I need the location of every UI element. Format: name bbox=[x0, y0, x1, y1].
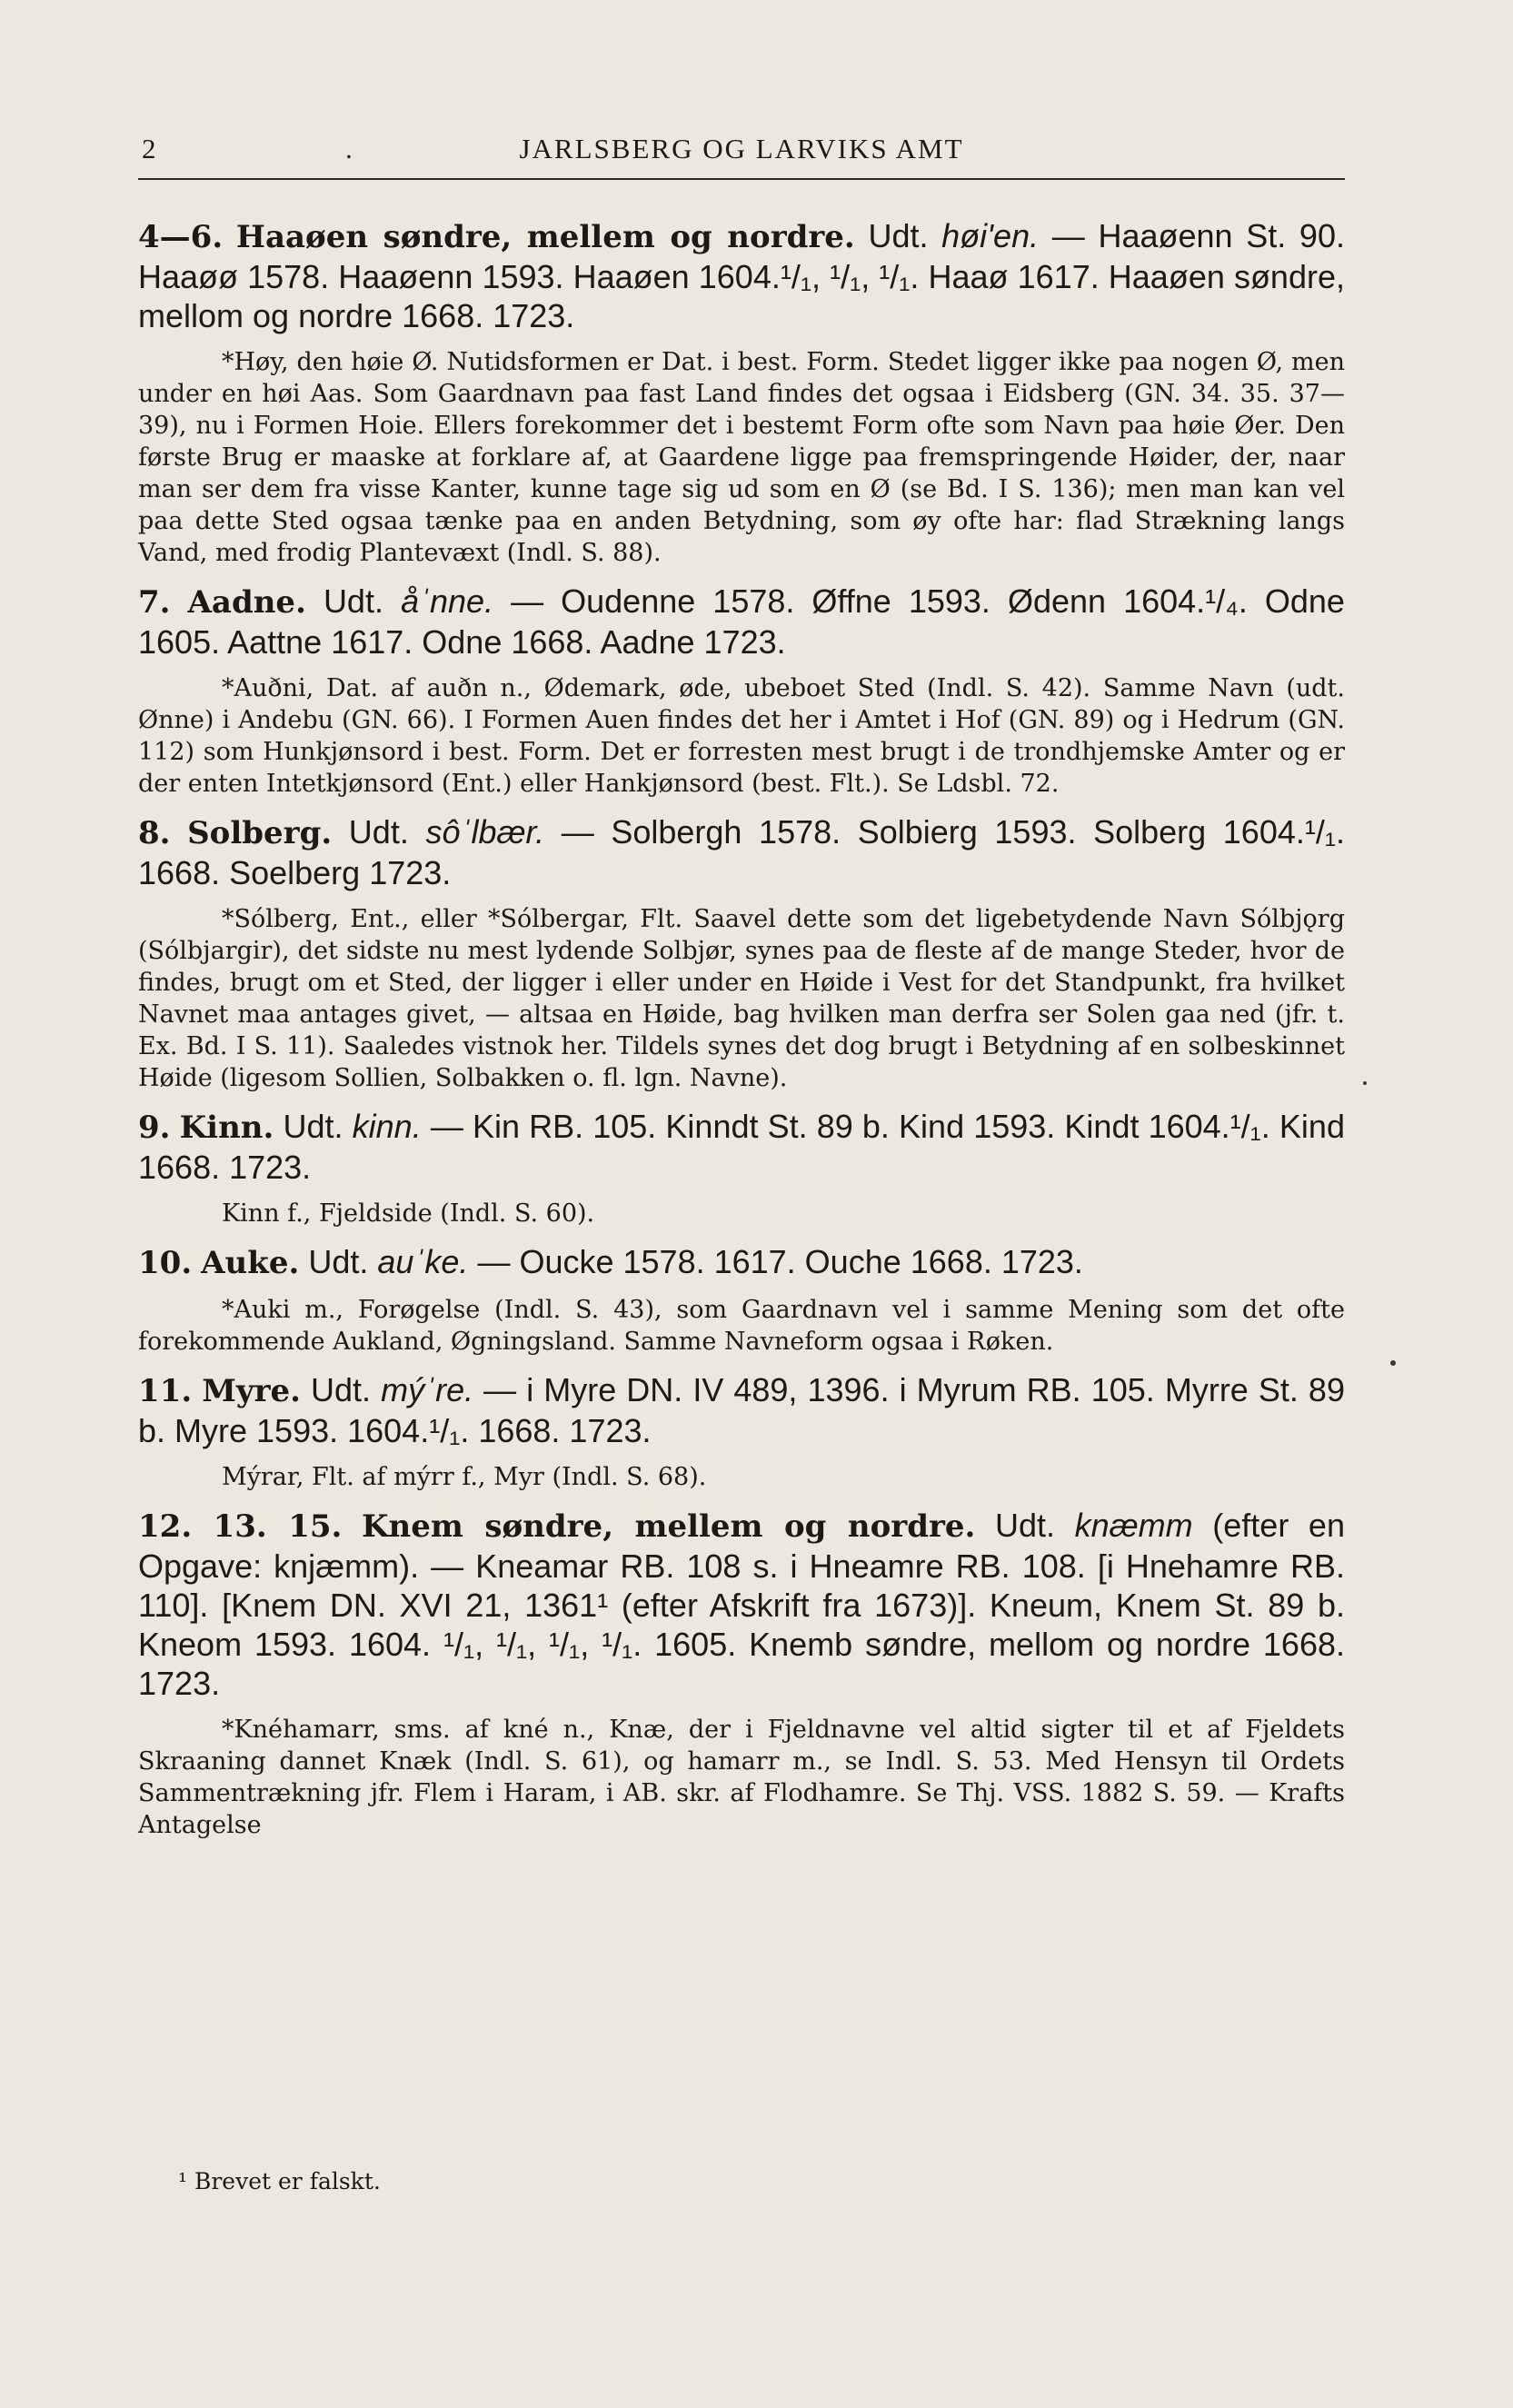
entry-headline bbox=[138, 1107, 1345, 1187]
udt-label: Udt. bbox=[994, 1507, 1056, 1544]
udt-label: Udt. bbox=[308, 1243, 369, 1280]
footnote: ¹ Brevet er falskt. bbox=[178, 2168, 381, 2194]
pronunciation: sôˈlbær. bbox=[425, 813, 545, 851]
entry-headline bbox=[138, 216, 1345, 335]
pronunciation: høi'en. bbox=[941, 217, 1040, 254]
entry-number: 10. bbox=[138, 1245, 193, 1281]
entry-name: Auke. bbox=[201, 1245, 300, 1281]
entry-knem bbox=[138, 1506, 1345, 1841]
entry-auke bbox=[138, 1242, 1345, 1358]
entry-commentary: *Knéhamarr, sms. af kné n., Knæ, der i Fjeldnavne vel altid sigter til et af Fjeldets Skraaning dannet Knæk (Indl. S. 61), og hamarr m., se Indl. S. 53. Med Hensyn til Ordets Sammentrækning jfr. Flem i Haram, i AB. skr. af Flodhamre. Se Thj. VSS. 1882 S. 59. — Krafts Antagelse bbox=[138, 1716, 1345, 1839]
entry-name: Haaøen søndre, mellem og nordre. bbox=[235, 219, 855, 255]
entry-headline bbox=[138, 812, 1345, 892]
entry-number: 9. bbox=[138, 1109, 171, 1146]
pronunciation: åˈnne. bbox=[401, 582, 494, 620]
udt-label: Udt. bbox=[283, 1108, 343, 1145]
header-rule bbox=[138, 178, 1345, 180]
entry-commentary: *Auðni, Dat. af auðn n., Ødemark, øde, ubeboet Sted (Indl. S. 42). Samme Navn (udt. Ønne) i Andebu (GN. 66). I Formen Auen findes det her i Amtet i Hof (GN. 89) og i Hedrum (GN. 112) som Hunkjønsord i best. Form. Det er forresten mest brugt i de trondhjemske Amter og er der enten Intetkjønsord (Ent.) eller Hankjønsord (best. Flt.). Se Ldsbl. 72. bbox=[138, 674, 1345, 798]
header-dot: . bbox=[345, 133, 354, 164]
udt-label: Udt. bbox=[868, 217, 929, 254]
udt-label: Udt. bbox=[323, 582, 383, 620]
entry-name: Knem søndre, mellem og nordre. bbox=[362, 1508, 976, 1545]
entry-commentary: Kinn f., Fjeldside (Indl. S. 60). bbox=[222, 1199, 595, 1228]
entry-headline bbox=[138, 1370, 1345, 1450]
entry-kinn bbox=[138, 1107, 1345, 1229]
entry-commentary: *Sólberg, Ent., eller *Sólbergar, Flt. Saavel dette som det ligebetydende Navn Sólbjǫrg (Sólbjargir), det sidste nu mest lydende Solbjør, synes paa de fleste af de mange Steder, hvor de findes, brugt om et Sted, der ligger i eller under en Høide i Vest for det Standpunkt, fra hvilket Navnet maa antages givet, — altsaa en Høide, bag hvilken man derfra ser Solen gaa ned (jfr. t. Ex. Bd. I S. 11). Saaledes vistnok her. Tildels synes det dog brugt i Betydning af en solbeskinnet Høide (ligesom Sollien, Solbakken o. fl. lgn. Navne). bbox=[138, 905, 1345, 1092]
entry-aadne bbox=[138, 582, 1345, 800]
historic-forms: — Oudenne 1578. Øffne 1593. Ødenn 1604.¹/₄. Odne 1605. Aattne 1617. Odne 1668. Aadne 1723. bbox=[138, 582, 1345, 661]
entry-myre bbox=[138, 1370, 1345, 1493]
entry-name: Kinn. bbox=[179, 1109, 274, 1146]
entry-solberg bbox=[138, 812, 1345, 1094]
scan-speck bbox=[1363, 1081, 1367, 1085]
entry-haaoen bbox=[138, 216, 1345, 569]
entry-number: 12. 13. 15. bbox=[138, 1508, 343, 1545]
entry-headline bbox=[138, 1506, 1345, 1703]
pronunciation: auˈke. bbox=[377, 1243, 469, 1280]
entry-number: 7. bbox=[138, 584, 171, 621]
entry-name: Aadne. bbox=[187, 584, 306, 621]
entry-number: 8. bbox=[138, 815, 171, 851]
scan-speck bbox=[1390, 1360, 1396, 1366]
entry-number: 11. bbox=[138, 1373, 193, 1409]
historic-forms: — Kin RB. 105. Kinndt St. 89 b. Kind 1593. Kindt 1604.¹/₁. Kind 1668. 1723. bbox=[138, 1108, 1345, 1186]
entry-commentary: Mýrar, Flt. af mýrr f., Myr (Indl. S. 68). bbox=[222, 1463, 707, 1491]
pronunciation: mýˈre. bbox=[381, 1371, 474, 1408]
pronunciation: kinn. bbox=[352, 1108, 422, 1145]
pronunciation: knæmm bbox=[1074, 1507, 1193, 1544]
historic-forms: — Oucke 1578. 1617. Ouche 1668. 1723. bbox=[477, 1243, 1083, 1280]
entry-commentary: *Høy, den høie Ø. Nutidsformen er Dat. i best. Form. Stedet ligger ikke paa nogen Ø, men under en høi Aas. Som Gaardnavn paa fast Land findes det ogsaa i Eidsberg (GN. 34. 35. 37—39), nu i Formen Hoie. Ellers forekommer det i bestemt Form ofte som Navn paa høie Øer. Den første Brug er maaske at forklare af, at Gaardene ligge paa fremspringende Høider, der, naar man ser dem fra visse Kanter, kunne tage sig ud som en Ø (se Bd. I S. 136); men man kan vel paa dette Sted ogsaa tænke paa en anden Betydning, som øy ofte har: flad Strækning langs Vand, med frodig Plantevæxt (Indl. S. 88). bbox=[138, 348, 1345, 567]
entry-name: Solberg. bbox=[187, 815, 333, 851]
entry-headline bbox=[138, 582, 1345, 662]
entry-number: 4—6. bbox=[138, 219, 224, 255]
udt-label: Udt. bbox=[348, 813, 409, 851]
historic-forms: — Haaøenn St. 90. Haaøø 1578. Haaøenn 1593. Haaøen 1604.¹/₁, ¹/₁, ¹/₁. Haaø 1617. Haaøen søndre, mellom og nordre 1668. 1723. bbox=[138, 217, 1345, 334]
historic-forms: — Solbergh 1578. Solbierg 1593. Solberg 1604.¹/₁. 1668. Soelberg 1723. bbox=[138, 813, 1345, 891]
running-header bbox=[138, 133, 1345, 174]
historic-forms: — i Myre DN. IV 489, 1396. i Myrum RB. 105. Myrre St. 89 b. Myre 1593. 1604.¹/₁. 1668. 1723. bbox=[138, 1371, 1345, 1449]
entry-headline bbox=[138, 1242, 1345, 1283]
historic-forms: (efter en Opgave: knjæmm). — Kneamar RB. 108 s. i Hneamre RB. 108. [i Hnehamre RB. 110]. [Knem DN. XVI 21, 1361¹ (efter Afskrift fra 1673)]. Kneum, Knem St. 89 b. Kneom 1593. 1604. ¹/₁, ¹/₁, ¹/₁, ¹/₁. 1605. Knemb søndre, mellom og nordre 1668. 1723. bbox=[138, 1507, 1345, 1702]
entry-commentary: *Auki m., Forøgelse (Indl. S. 43), som Gaardnavn vel i samme Mening som det ofte forekommende Aukland, Øgningsland. Samme Navneform ogsaa i Røken. bbox=[138, 1296, 1345, 1356]
entry-name: Myre. bbox=[202, 1373, 301, 1409]
running-title: JARLSBERG OG LARVIKS AMT bbox=[519, 133, 964, 164]
page-number: 2 bbox=[142, 133, 158, 164]
entries-body bbox=[138, 216, 1345, 1854]
udt-label: Udt. bbox=[311, 1371, 372, 1408]
